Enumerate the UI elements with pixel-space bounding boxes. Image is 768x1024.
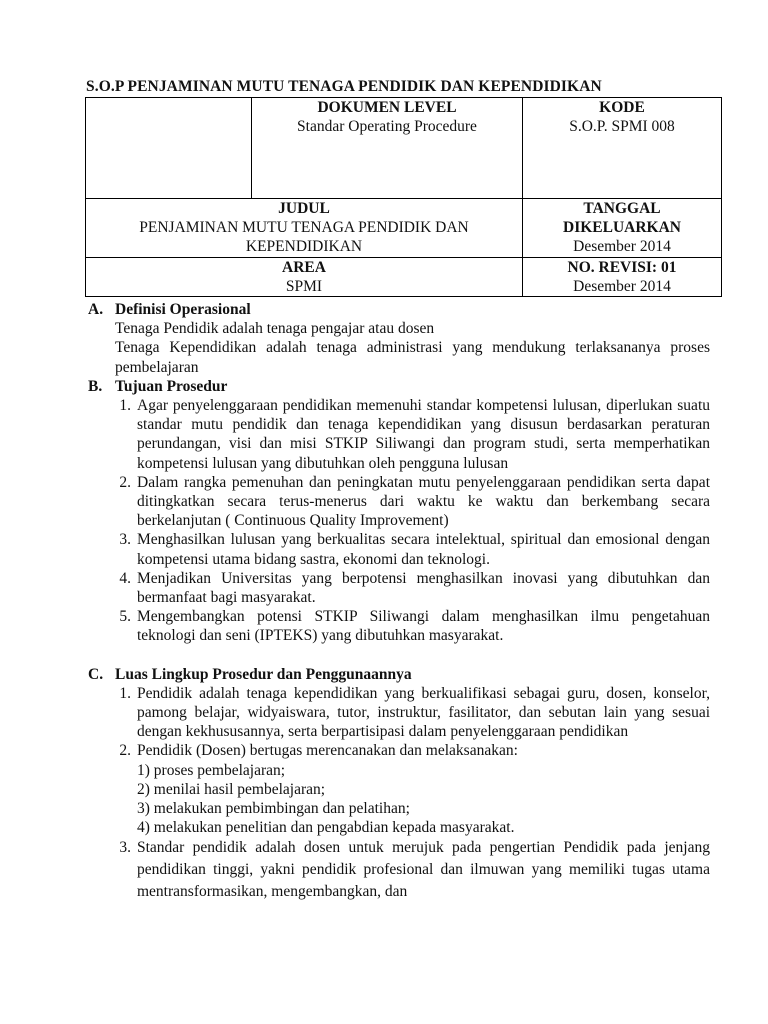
area-cell (86, 258, 523, 297)
section-a-line-2: Tenaga Kependidikan adalah tenaga administrasi yang mendukung terlaksananya proses pembelajaran (115, 339, 710, 376)
list-text: Dalam rangka pemenuhan dan peningkatan mutu penyelenggaraan pendidikan serta dapat ditingkatkan secara terus-menerus dari waktu ke waktu dan berkembang secara berkelanjutan ( Continuous Quality Improvement) (137, 473, 710, 530)
document-title: S.O.P PENJAMINAN MUTU TENAGA PENDIDIK DAN KEPENDIDIKAN (86, 78, 602, 95)
list-text: Mengembangkan potensi STKIP Siliwangi dalam menghasilkan ilmu pengetahuan teknologi dan seni (IPTEKS) yang dibutuhkan masyarakat. (137, 608, 710, 645)
list-number: 3. (119, 839, 131, 857)
doc-level-cell (252, 98, 523, 199)
section-a-title: Definisi Operasional (115, 301, 251, 318)
doc-level-value: Standar Operating Procedure (297, 118, 477, 135)
judul-cell (86, 199, 523, 258)
section-b-item-1 (88, 396, 710, 473)
section-c-sub-4: 4) melakukan penelitian dan pengabdian kepada masyarakat. (137, 819, 515, 837)
tanggal-cell (523, 199, 722, 258)
revisi-value: Desember 2014 (573, 278, 671, 295)
header-table (85, 97, 722, 297)
section-c-sub-1: 1) proses pembelajaran; (137, 761, 286, 779)
section-b-heading (88, 377, 710, 396)
list-number: 1. (119, 397, 131, 415)
section-b-item-5 (88, 607, 710, 645)
judul-label: JUDUL (278, 200, 330, 217)
section-c-sub-3: 3) melakukan pembimbingan dan pelatihan; (137, 800, 410, 818)
kode-cell (523, 98, 722, 199)
section-c-item-1 (88, 684, 710, 742)
section-b-letter: B. (88, 377, 103, 395)
logo-cell (86, 98, 252, 199)
section-c-item-2 (88, 741, 710, 760)
list-text: Standar pendidik adalah dosen untuk merujuk pada pengertian Pendidik pada jenjang pendidikan tinggi, yakni pendidik profesional dan ilmuwan yang memiliki tugas utama mentransformasikan, mengembangkan, dan (137, 839, 710, 901)
area-value: SPMI (285, 278, 323, 295)
revisi-cell (523, 258, 722, 297)
revisi-label: NO. REVISI: 01 (567, 259, 677, 276)
section-a-line-1: Tenaga Pendidik adalah tenaga pengajar atau dosen (115, 320, 435, 338)
list-number: 5. (119, 608, 131, 626)
section-b-item-4 (88, 569, 710, 607)
list-text: Agar penyelenggaraan pendidikan memenuhi standar kompetensi lulusan, diperlukan suatu standar mutu pendidik dan tenaga kependidikan yang disusun berdasarkan peraturan perundangan, visi dan misi STKIP Siliwangi dan program studi, serta memperhatikan kompetensi lulusan yang dibutuhkan oleh pengguna lulusan (137, 397, 710, 472)
document-body (88, 300, 710, 903)
section-spacer (88, 646, 710, 665)
list-number: 3. (119, 531, 131, 549)
tanggal-label-line2: DIKELUARKAN (563, 219, 681, 236)
section-b-item-2 (88, 473, 710, 531)
tanggal-label-line1: TANGGAL (583, 200, 661, 217)
list-text: Menjadikan Universitas yang berpotensi menghasilkan inovasi yang dibutuhkan dan bermanfaat bagi masyarakat. (137, 569, 710, 607)
section-c-item-3 (88, 837, 710, 903)
judul-value-line2: KEPENDIDIKAN (245, 238, 363, 255)
section-c-letter: C. (88, 665, 104, 683)
list-number: 2. (119, 473, 131, 491)
list-number: 1. (119, 684, 131, 702)
section-c-title: Luas Lingkup Prosedur dan Penggunaannya (115, 665, 412, 683)
section-b-title: Tujuan Prosedur (115, 377, 228, 395)
doc-level-label: DOKUMEN LEVEL (317, 99, 457, 116)
list-text: Pendidik adalah tenaga kependidikan yang berkualifikasi sebagai guru, dosen, konselor, pamong belajar, widyaiswara, tutor, instruktur, fasilitator, dan sebutan lain yang sesuai dengan kekhususannya, serta berpartisipasi dalam penyelenggaraan pendidikan (137, 684, 710, 741)
list-number: 2. (119, 742, 131, 760)
list-text: Menghasilkan lulusan yang berkualitas secara intelektual, spiritual dan emosional dengan kompetensi utama bidang sastra, ekonomi dan teknologi. (137, 531, 710, 568)
section-c-heading (88, 665, 710, 684)
tanggal-value: Desember 2014 (573, 238, 671, 255)
section-b-item-3 (88, 530, 710, 568)
section-a-heading (88, 300, 710, 319)
section-c-sub-2: 2) menilai hasil pembelajaran; (137, 780, 326, 798)
kode-value: S.O.P. SPMI 008 (569, 118, 675, 135)
list-number: 4. (119, 569, 131, 587)
list-text: Pendidik (Dosen) bertugas merencanakan dan melaksanakan: (137, 742, 518, 760)
kode-label: KODE (599, 99, 645, 116)
section-a-letter: A. (88, 301, 104, 318)
judul-value-line1: PENJAMINAN MUTU TENAGA PENDIDIK DAN (139, 219, 469, 236)
area-label: AREA (282, 259, 326, 276)
